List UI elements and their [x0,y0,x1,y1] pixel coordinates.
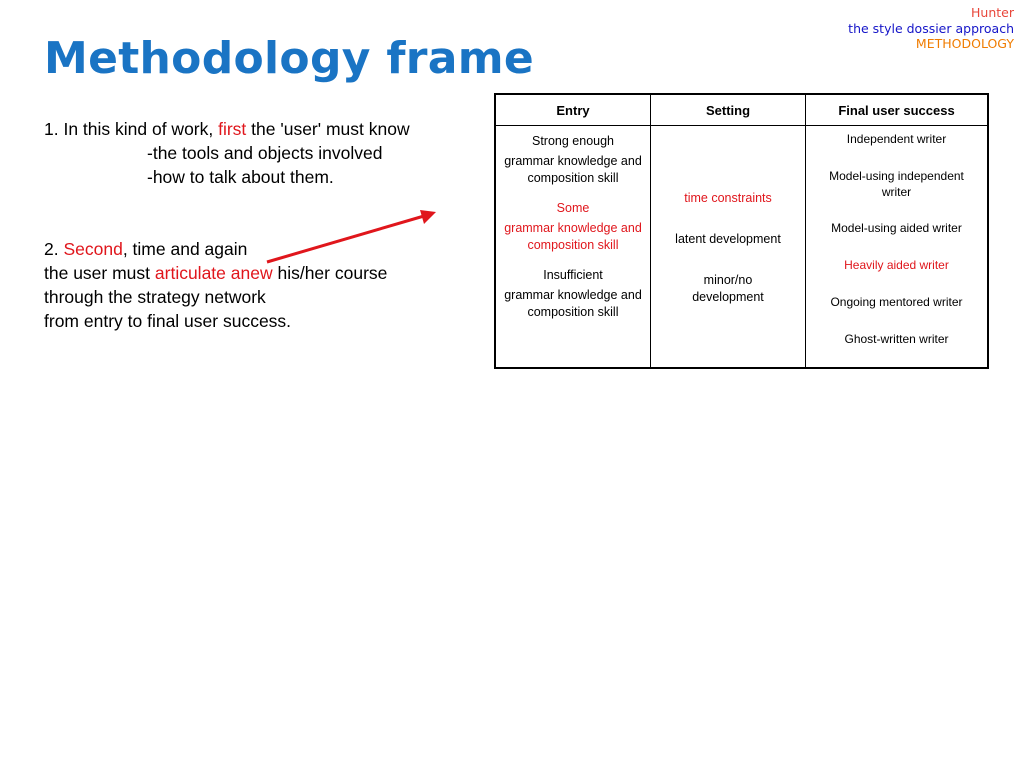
final-column [806,126,987,368]
entry-skill: grammar knowledge and composition skill [504,221,642,252]
author-label: Hunter [971,5,1014,20]
entry-skill: grammar knowledge and composition skill [504,154,642,185]
point-one [44,117,410,189]
entry-item [496,133,650,187]
point-two-line: through the strategy network [44,287,266,307]
point-one-line [44,117,410,141]
setting-item: minor/no development [692,273,764,304]
final-item: Model-using aided writer [831,221,962,235]
entry-level: Insufficient [543,268,603,282]
entry-item [496,267,650,321]
page-title: Methodology frame [44,33,535,84]
final-item: Independent writer [846,132,947,146]
setting-item: latent development [675,232,781,246]
table-header-entry: Entry [496,95,651,126]
entry-level: Strong enough [531,134,614,148]
setting-column [651,126,806,368]
point-two-suffix: , time and again [122,239,248,259]
point-one-prefix: 1. In this kind of work, [44,119,219,139]
point-two-line2-suffix: his/her course [272,263,388,283]
point-two-highlight: Second [63,239,123,259]
entry-skill: grammar knowledge and composition skill [504,288,642,319]
final-item: Ongoing mentored writer [830,295,963,309]
entry-item [496,200,650,254]
point-one-highlight: first [218,119,247,139]
series-label: the style dossier approach [848,20,1014,36]
setting-item: time constraints [684,191,772,205]
point-two-line2-highlight: articulate anew [154,263,273,283]
arrow-icon [260,200,440,270]
table-header-setting: Setting [651,95,806,126]
entry-level: Some [556,201,590,215]
final-item: Model-using independent writer [829,169,964,199]
point-one-subitem: -how to talk about them. [147,167,334,187]
point-one-suffix: the 'user' must know [246,119,410,139]
slide-header [848,5,1014,52]
methodology-table [494,93,989,369]
point-two-line: from entry to final user success. [44,311,292,331]
point-one-subitem: -the tools and objects involved [147,143,383,163]
section-label: METHODOLOGY [915,36,1014,51]
final-item: Ghost-written writer [844,332,949,346]
point-two-prefix: 2. [44,239,64,259]
point-two-line2-prefix: the user must [44,263,155,283]
table-header-final: Final user success [806,95,987,126]
entry-column [496,126,651,368]
final-item: Heavily aided writer [844,258,949,272]
